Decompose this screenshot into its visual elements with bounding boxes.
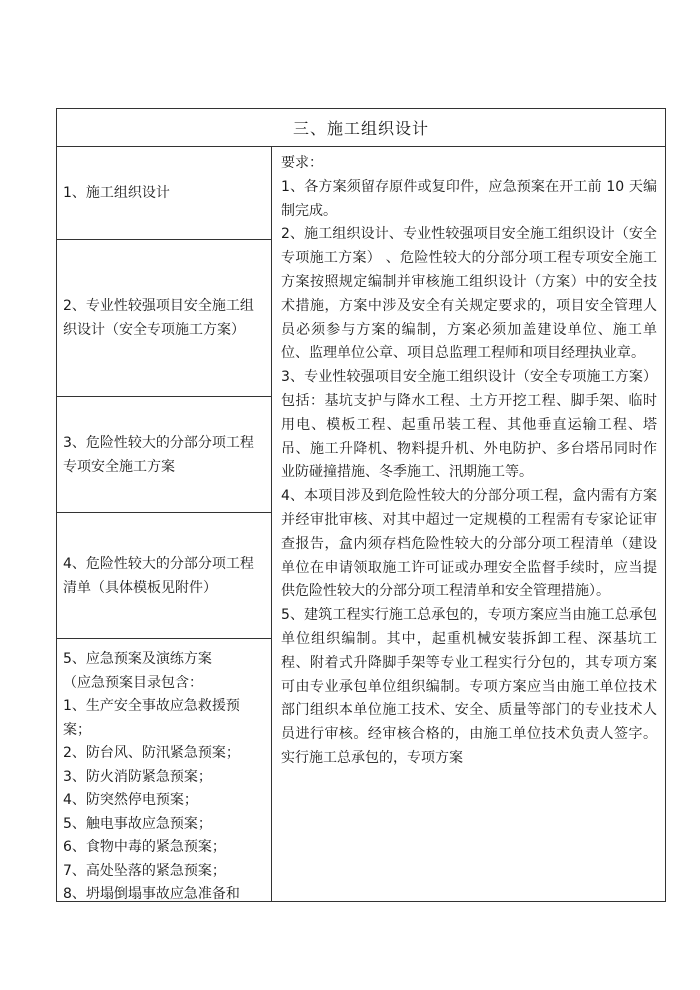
requirement-paragraph: 2、施工组织设计、专业性较强项目安全施工组织设计（安全专项施工方案） 、危险性较大的分部分项工程专项安全施工方案按照规定编制并审核施工组织设计（方案）中的安全技术措施，方案中涉及安全有关规定要求的，项目安全管理人员必须参与方案的编制，方案必须加盖建设单位、施工单位、监理单位公章、项目总监理工程师和项目经理执业章。 [281, 226, 657, 362]
emergency-list-item: 4、防突然停电预案； [63, 792, 198, 808]
requirement-paragraph: 5、建筑工程实行施工总承包的，专项方案应当由施工总承包单位组织编制。其中，起重机械安装拆卸工程、深基坑工程、附着式升降脚手架等专业工程实行分包的，其专项方案可由专业承包单位组织编制。专项方案应当由施工单位技术部门组织本单位施工技术、安全、质量等部门的专业技术人员进行审核。经审核合格的，由施工单位技术负责人签字。实行施工总承包的，专项方案 [281, 607, 657, 766]
emergency-list-item: 5、触电事故应急预案； [63, 815, 212, 832]
requirements-cell [272, 146, 665, 902]
emergency-list-item: 6、食物中毒的紧急预案； [63, 839, 226, 855]
item-dangerous-works-plan: 3、危险性较大的分部分项工程专项安全施工方案 [57, 397, 271, 513]
item-dangerous-works-list: 4、危险性较大的分部分项工程清单（具体模板见附件） [57, 513, 271, 639]
item-column [57, 146, 272, 902]
emergency-list-item: 2、防台风、防汛紧急预案； [63, 745, 240, 761]
requirement-paragraph: 1、各方案须留存原件或复印件，应急预案在开工前 10 天编制完成。 [281, 178, 657, 219]
item-special-safety-design: 2、专业性较强项目安全施工组织设计（安全专项施工方案） [57, 240, 271, 397]
emergency-list-item: 1、生产安全事故应急救援预案； [63, 698, 240, 738]
emergency-heading: 5、应急预案及演练方案 [63, 651, 212, 667]
requirement-paragraph: 3、专业性较强项目安全施工组织设计（安全专项施工方案）包括：基坑支护与降水工程、土方开挖工程、脚手架、临时用电、模板工程、起重吊装工程、其他垂直运输工程、塔吊、施工升降机、物料提升机、外电防护、多台塔吊同时作业防碰撞措施、冬季施工、汛期施工等。 [281, 369, 657, 481]
emergency-intro: （应急预案目录包含： [63, 674, 203, 691]
item-emergency-plans [57, 639, 271, 902]
construction-design-table [56, 108, 666, 902]
item-construction-design: 1、施工组织设计 [57, 146, 271, 240]
emergency-list-item: 3、防火消防紧急预案； [63, 768, 212, 785]
requirements-heading: 要求： [281, 155, 323, 171]
emergency-list-item: 7、高处坠落的紧急预案； [63, 862, 226, 879]
requirement-paragraph: 4、本项目涉及到危险性较大的分部分项工程，盒内需有方案并经审批审核、对其中超过一定规模的工程需有专家论证审查报告，盒内须存档危险性较大的分部分项工程清单（建设单位在申请领取施工许可证或办理安全监督手续时，应当提供危险性较大的分部分项工程清单和安全管理措施）。 [281, 488, 657, 600]
emergency-list-item: 8、坍塌倒塌事故应急准备和 [63, 886, 240, 902]
section-title: 三、施工组织设计 [57, 109, 665, 147]
